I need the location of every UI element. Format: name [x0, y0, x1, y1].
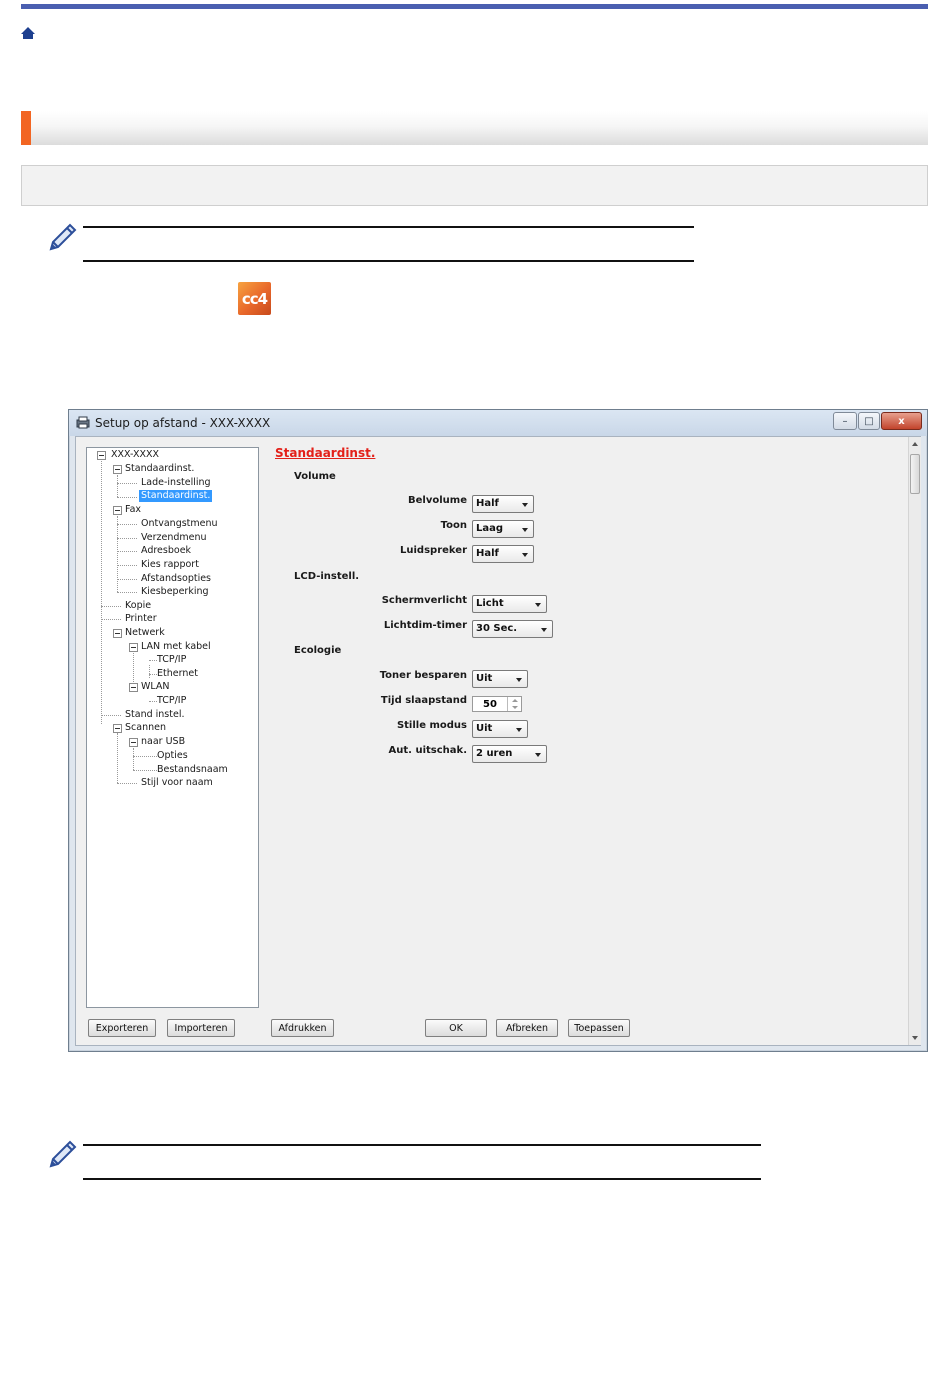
stille-modus-value: Uit	[476, 723, 493, 734]
belvolume-select[interactable]	[472, 495, 534, 513]
tree-item-stand-instel[interactable]: Stand instel.	[125, 709, 185, 720]
note-rule-top	[83, 226, 694, 228]
chevron-down-icon	[522, 553, 528, 557]
tree-item-naar-usb[interactable]: naar USB	[141, 736, 186, 747]
tree-item-wlan-tcpip[interactable]: TCP/IP	[157, 695, 187, 706]
tree-item-bestandsnaam[interactable]: Bestandsnaam	[157, 764, 228, 775]
tree-item-kies-rapport[interactable]: Kies rapport	[141, 559, 199, 570]
tree-item-afstandsopties[interactable]: Afstandsopties	[141, 573, 212, 584]
section-title-bar	[21, 111, 928, 145]
schermverlicht-select[interactable]	[472, 595, 547, 613]
label-luidspreker: Luidspreker	[400, 545, 467, 556]
panel-heading: Standaardinst.	[275, 446, 376, 460]
aut-uitschak-value: 2 uren	[476, 748, 513, 759]
tree-item-lan-met-kabel[interactable]: LAN met kabel	[141, 641, 211, 652]
label-toon: Toon	[440, 520, 467, 531]
schermverlicht-value: Licht	[476, 598, 504, 609]
settings-tree[interactable]	[86, 447, 259, 1008]
close-button[interactable]: x	[881, 412, 922, 430]
luidspreker-value: Half	[476, 548, 499, 559]
remote-setup-window	[68, 409, 928, 1052]
scroll-thumb[interactable]	[910, 454, 920, 494]
tree-item-scannen[interactable]: Scannen	[125, 722, 166, 733]
toon-value: Laag	[476, 523, 504, 534]
tree-collapse-icon[interactable]	[129, 683, 138, 692]
import-button[interactable]: Importeren	[167, 1019, 235, 1037]
chevron-down-icon	[516, 728, 522, 732]
tree-item-wlan[interactable]: WLAN	[141, 681, 170, 692]
tree-collapse-icon[interactable]	[129, 738, 138, 747]
tree-item-stijl-voor-naam[interactable]: Stijl voor naam	[141, 777, 213, 788]
ok-button[interactable]: OK	[425, 1019, 487, 1037]
print-button[interactable]: Afdrukken	[271, 1019, 334, 1037]
maximize-button[interactable]: □	[858, 412, 880, 430]
label-schermverlicht: Schermverlicht	[381, 595, 467, 606]
tree-collapse-icon[interactable]	[113, 724, 122, 733]
chevron-down-icon	[522, 503, 528, 507]
label-tijd-slaapstand: Tijd slaapstand	[380, 695, 467, 706]
belvolume-value: Half	[476, 498, 499, 509]
tree-item-netwerk[interactable]: Netwerk	[125, 627, 165, 638]
note2-rule-top	[83, 1144, 761, 1146]
tree-collapse-icon[interactable]	[129, 643, 138, 652]
lichtdim-timer-value: 30 Sec.	[476, 623, 518, 634]
aut-uitschak-select[interactable]	[472, 745, 547, 763]
home-icon[interactable]	[20, 26, 36, 40]
window-client-area	[75, 436, 921, 1046]
note2-rule-bottom	[83, 1178, 761, 1180]
window-titlebar[interactable]	[69, 410, 927, 436]
stille-modus-select[interactable]	[472, 720, 528, 738]
label-aut-uitschak: Aut. uitschak.	[388, 745, 467, 756]
apply-button[interactable]: Toepassen	[568, 1019, 630, 1037]
tree-item-kiesbeperking[interactable]: Kiesbeperking	[141, 586, 209, 597]
tree-item-standaardinst-selected[interactable]: Standaardinst.	[141, 490, 211, 501]
page-top-bar	[21, 4, 928, 9]
minimize-button[interactable]: –	[833, 412, 857, 430]
cc4-badge-label: cc4	[241, 289, 268, 308]
tree-collapse-icon[interactable]	[113, 506, 122, 515]
group-lcd: LCD-instell.	[294, 571, 360, 582]
luidspreker-select[interactable]	[472, 545, 534, 563]
tree-item-verzendmenu[interactable]: Verzendmenu	[141, 532, 207, 543]
note-pencil-icon	[45, 221, 79, 255]
tree-item-lade-instelling[interactable]: Lade-instelling	[141, 477, 211, 488]
cancel-button[interactable]: Afbreken	[496, 1019, 558, 1037]
tree-item-tcpip[interactable]: TCP/IP	[157, 654, 187, 665]
spin-up-icon[interactable]	[507, 697, 521, 704]
cc4-badge-icon	[238, 282, 271, 315]
tree-item-ontvangstmenu[interactable]: Ontvangstmenu	[141, 518, 218, 529]
chevron-down-icon	[541, 628, 547, 632]
label-toner-besparen: Toner besparen	[379, 670, 467, 681]
label-belvolume: Belvolume	[408, 495, 467, 506]
note-rule-bottom	[83, 260, 694, 262]
tree-collapse-icon[interactable]	[113, 465, 122, 474]
vertical-scrollbar[interactable]	[908, 437, 921, 1045]
window-title: Setup op afstand - XXX-XXXX	[95, 416, 271, 430]
tijd-slaapstand-stepper[interactable]	[472, 696, 522, 712]
tree-item-ethernet[interactable]: Ethernet	[157, 668, 198, 679]
chevron-down-icon	[535, 753, 541, 757]
tree-item-opties[interactable]: Opties	[157, 750, 188, 761]
note-pencil-icon-2	[45, 1138, 79, 1172]
label-lichtdim-timer: Lichtdim-timer	[383, 620, 467, 631]
chevron-down-icon	[535, 603, 541, 607]
export-button[interactable]: Exporteren	[88, 1019, 156, 1037]
section-accent	[21, 111, 31, 145]
group-volume: Volume	[294, 471, 336, 482]
tree-item-standaardinst[interactable]: Standaardinst.	[125, 463, 195, 474]
tree-item-kopie[interactable]: Kopie	[125, 600, 152, 611]
scroll-down-icon[interactable]	[912, 1036, 918, 1040]
tree-item-fax[interactable]: Fax	[125, 504, 142, 515]
toner-besparen-value: Uit	[476, 673, 493, 684]
chevron-down-icon	[516, 678, 522, 682]
tree-item-adresboek[interactable]: Adresboek	[141, 545, 192, 556]
tree-collapse-icon[interactable]	[113, 629, 122, 638]
spin-down-icon[interactable]	[507, 704, 521, 711]
lichtdim-timer-select[interactable]	[472, 620, 553, 638]
app-printer-icon	[76, 416, 90, 429]
tree-item-printer[interactable]: Printer	[125, 613, 157, 624]
group-ecologie: Ecologie	[294, 645, 342, 656]
tree-root[interactable]: XXX-XXXX	[111, 449, 160, 460]
tree-collapse-icon[interactable]	[97, 451, 106, 460]
scroll-up-icon[interactable]	[912, 442, 918, 446]
chevron-down-icon	[522, 528, 528, 532]
toner-besparen-select[interactable]	[472, 670, 528, 688]
tijd-slaapstand-value: 50	[483, 699, 497, 710]
label-stille-modus: Stille modus	[396, 720, 467, 731]
info-box	[21, 165, 928, 206]
toon-select[interactable]	[472, 520, 534, 538]
